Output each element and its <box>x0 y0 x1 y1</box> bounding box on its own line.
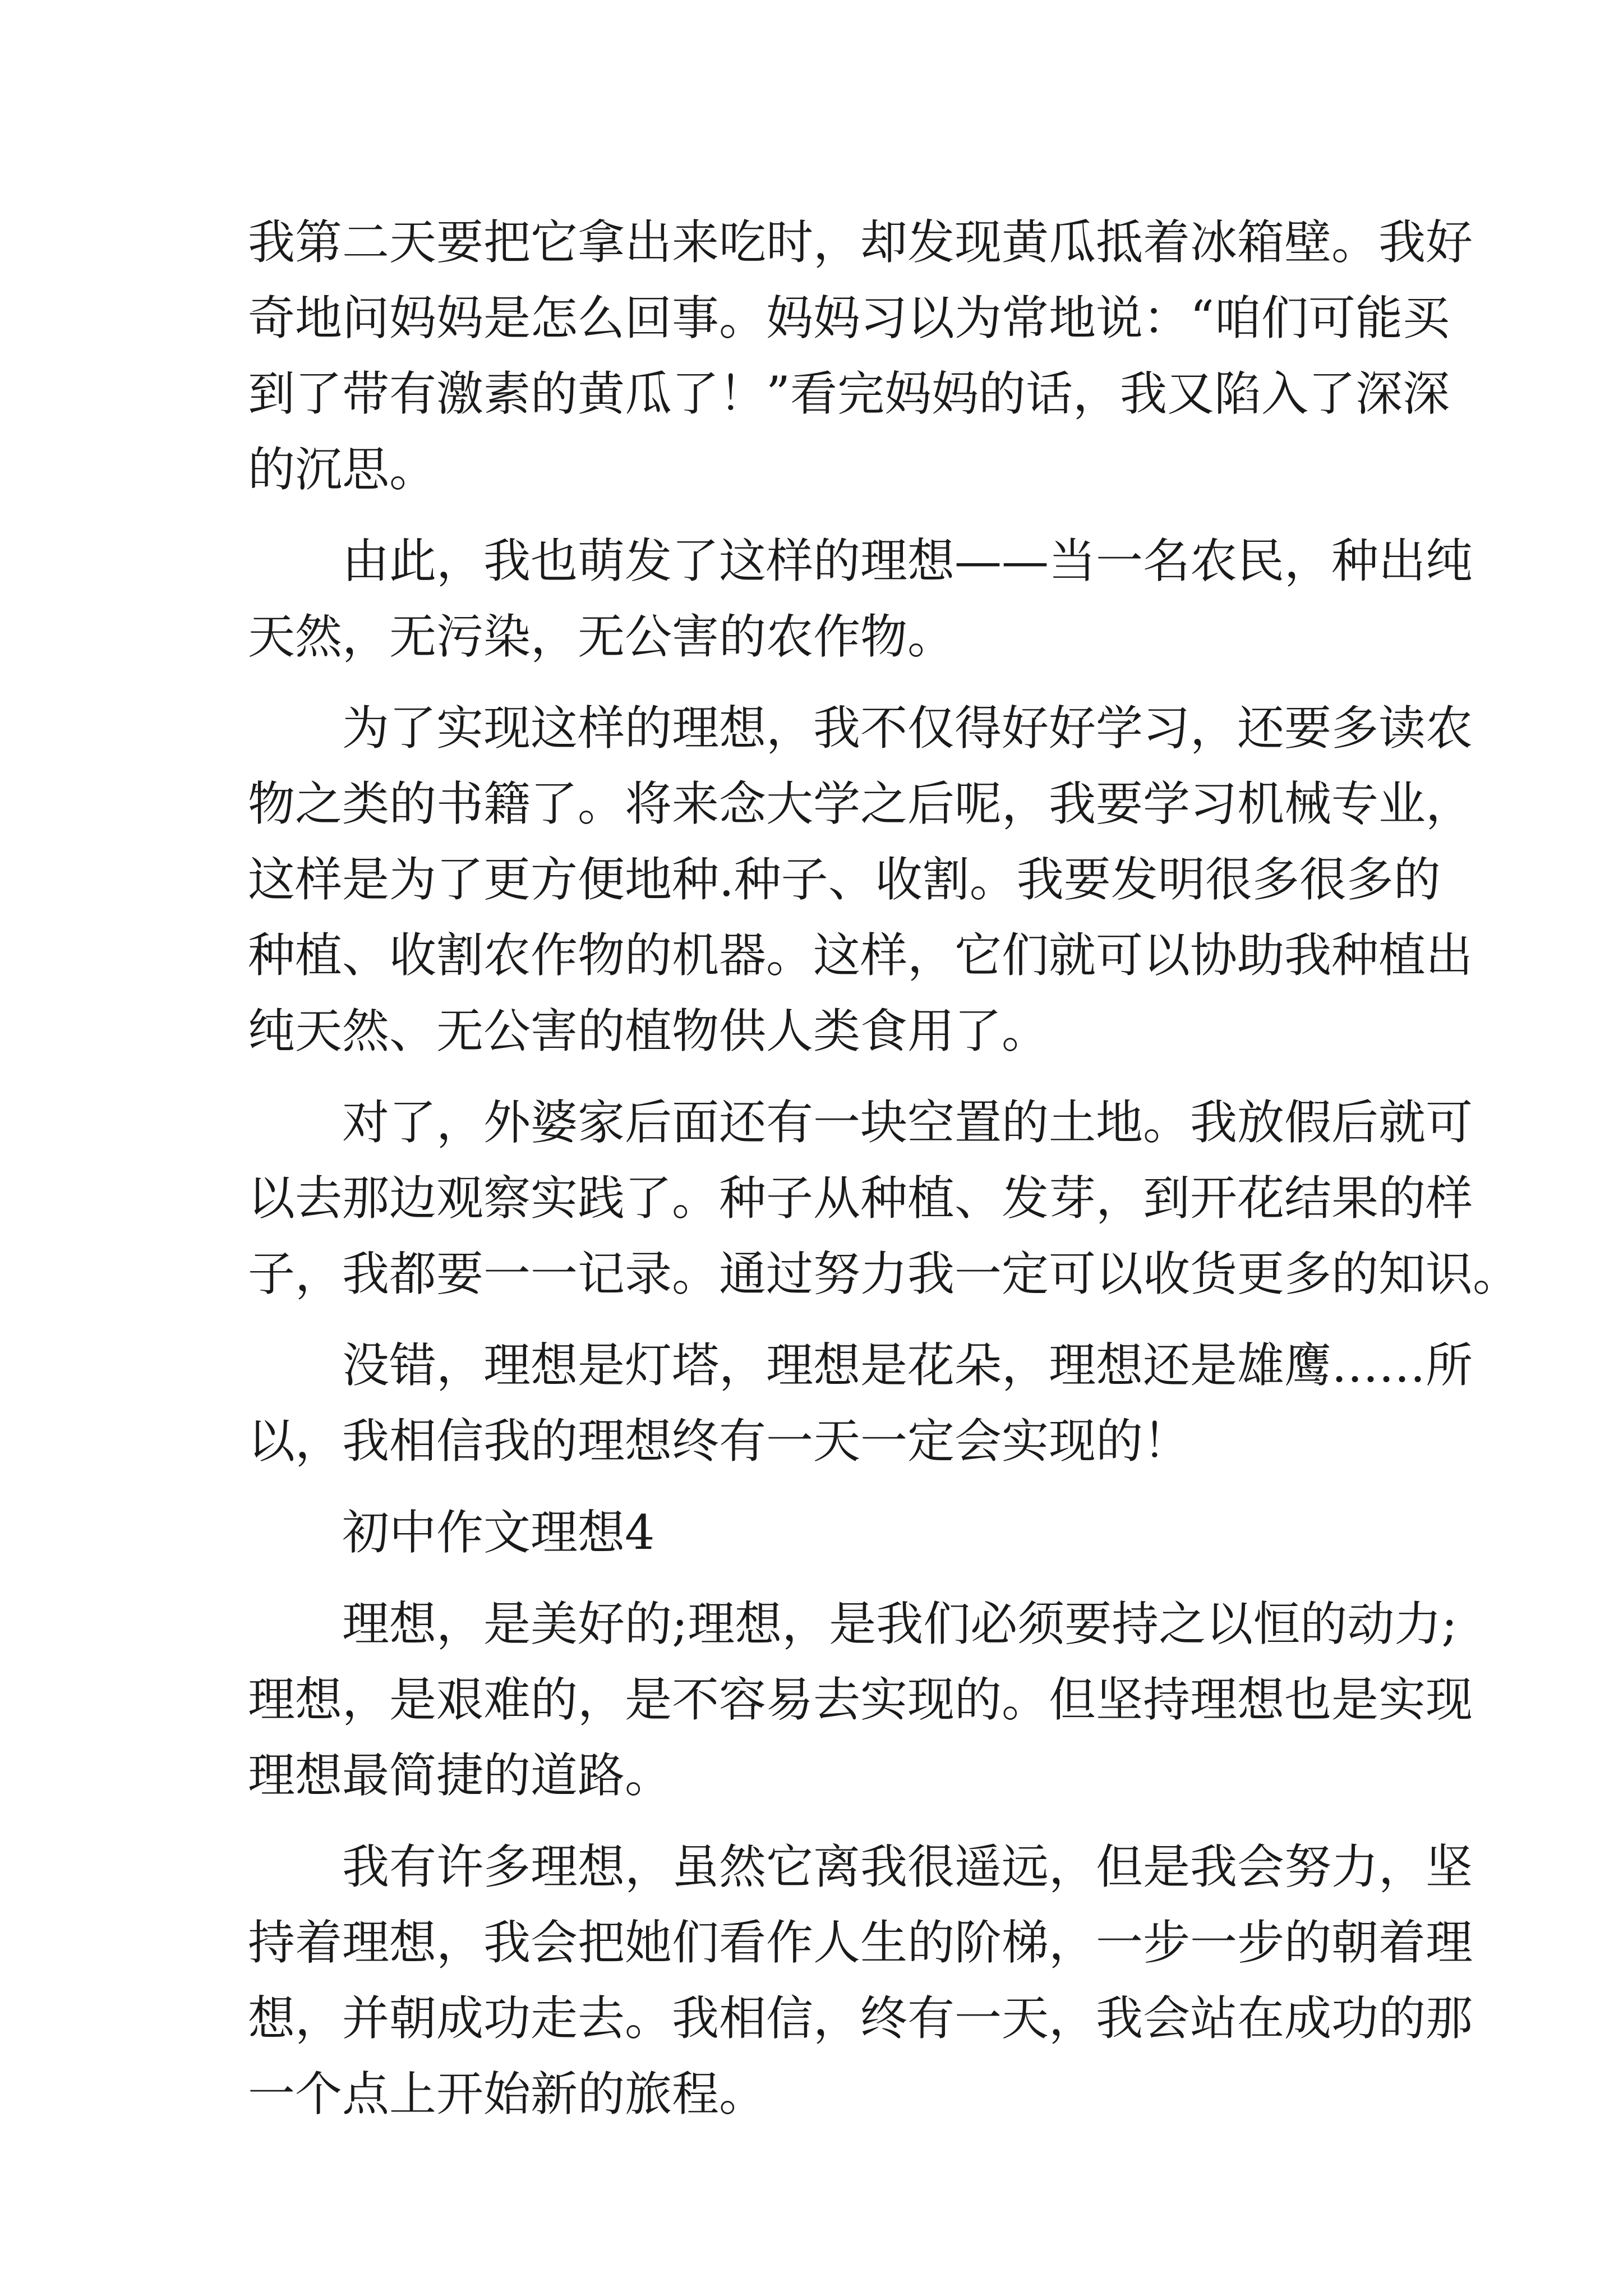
paragraph-gap <box>248 1814 1392 1829</box>
text-line: 理想，是美好的;理想，是我们必须要持之以恒的动力; <box>342 1596 1458 1651</box>
paragraph <box>248 205 1473 508</box>
paragraph-gap <box>248 508 1392 523</box>
text-line: 对了，外婆家后面还有一块空置的土地。我放假后就可 <box>342 1095 1473 1150</box>
text-line: 到了带有激素的黄瓜了！”看完妈妈的话，我又陷入了深深 <box>248 366 1450 421</box>
paragraph <box>248 523 1473 675</box>
paragraph-gap <box>248 1069 1392 1085</box>
paragraph-gap <box>248 1571 1392 1586</box>
text-line: 天然，无污染，无公害的农作物。 <box>248 609 955 664</box>
text-line: 我有许多理想，虽然它离我很遥远，但是我会努力，坚 <box>342 1839 1473 1894</box>
document-body <box>248 205 1520 2132</box>
paragraph-gap <box>248 1479 1392 1495</box>
paragraph-gap <box>248 675 1392 691</box>
text-line: 纯天然、无公害的植物供人类食用了。 <box>248 1004 1049 1059</box>
paragraph <box>248 1829 1473 2132</box>
text-line: 我第二天要把它拿出来吃时，却发现黄瓜抵着冰箱壁。我好 <box>248 215 1473 270</box>
text-line: 一个点上开始新的旅程。 <box>248 2067 767 2122</box>
paragraph <box>248 1328 1473 1479</box>
text-line: 以，我相信我的理想终有一天一定会实现的！ <box>248 1414 1191 1469</box>
text-line: 由此，我也萌发了这样的理想——当一名农民，种出纯 <box>342 533 1473 588</box>
text-line: 理想，是艰难的，是不容易去实现的。但坚持理想也是实现 <box>248 1672 1473 1727</box>
paragraph <box>248 1586 1473 1814</box>
paragraph <box>248 1085 1520 1312</box>
paragraph-gap <box>248 1312 1392 1328</box>
text-line: 种植、收割农作物的机器。这样，它们就可以协助我种植出 <box>248 928 1473 983</box>
paragraph <box>248 691 1473 1069</box>
text-line: 为了实现这样的理想，我不仅得好好学习，还要多读农 <box>342 701 1473 756</box>
text-line: 想，并朝成功走去。我相信，终有一天，我会站在成功的那 <box>248 1991 1473 2046</box>
section-heading <box>248 1495 1392 1571</box>
heading-text: 初中作文理想4 <box>342 1505 655 1560</box>
text-line: 持着理想，我会把她们看作人生的阶梯，一步一步的朝着理 <box>248 1915 1473 1970</box>
text-line: 子，我都要一一记录。通过努力我一定可以收货更多的知识。 <box>248 1246 1520 1301</box>
text-line: 没错，理想是灯塔，理想是花朵，理想还是雄鹰……所 <box>342 1338 1473 1393</box>
text-line: 物之类的书籍了。将来念大学之后呢，我要学习机械专业， <box>248 776 1473 831</box>
text-line: 的沉思。 <box>248 442 437 497</box>
text-line: 以去那边观察实践了。种子从种植、发芽，到开花结果的样 <box>248 1171 1473 1226</box>
text-line: 这样是为了更方便地种.种子、收割。我要发明很多很多的 <box>248 852 1441 907</box>
text-line: 理想最简捷的道路。 <box>248 1748 672 1803</box>
text-line: 奇地问妈妈是怎么回事。妈妈习以为常地说：“咱们可能买 <box>248 291 1450 346</box>
